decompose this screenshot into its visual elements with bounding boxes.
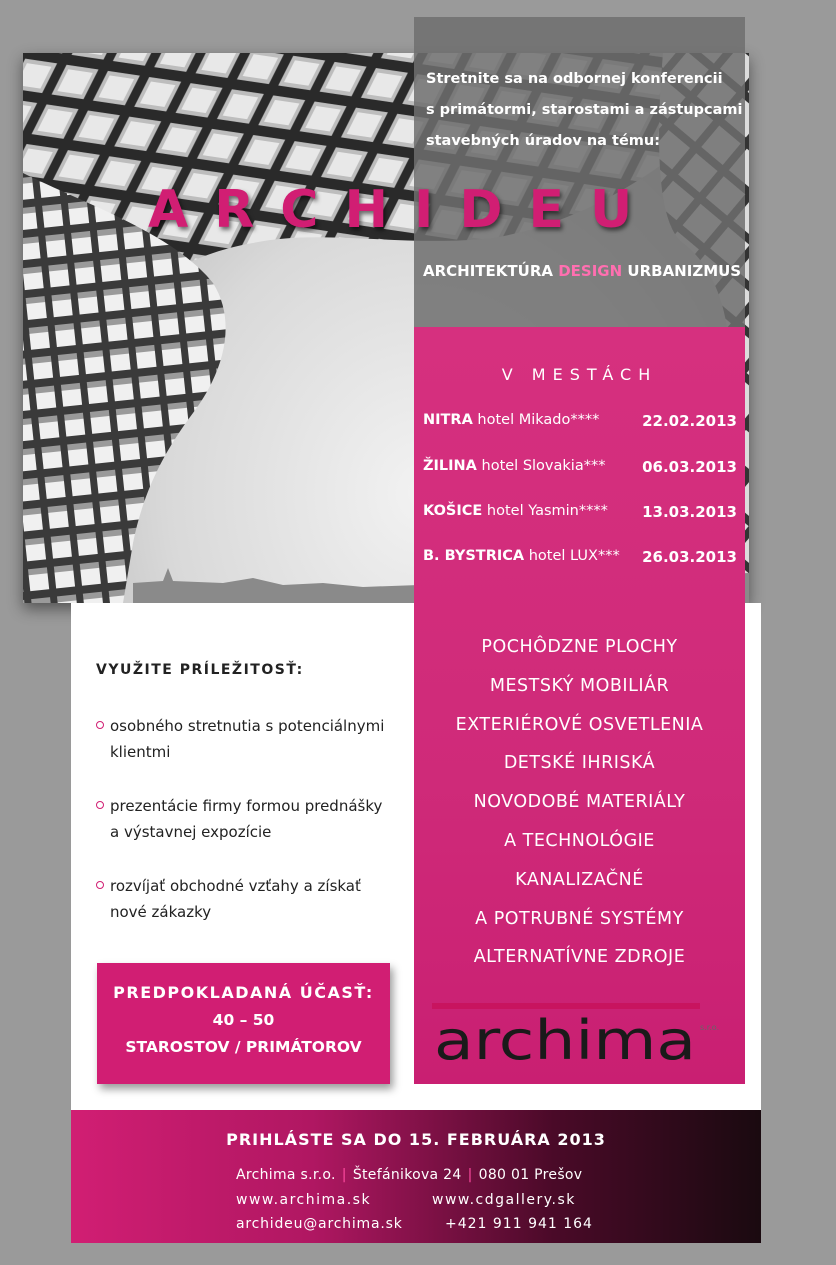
subtitle-urbanism: URBANIZMUS bbox=[627, 262, 742, 280]
company-name: Archima s.r.o. bbox=[236, 1167, 336, 1183]
event-title: ARCHIDEU bbox=[148, 180, 659, 240]
phone-number: +421 911 941 164 bbox=[445, 1216, 593, 1232]
intro-line: s primátormi, starostami a zástupcami bbox=[426, 102, 743, 118]
archima-logo bbox=[432, 1003, 700, 1069]
bullet-item bbox=[96, 873, 406, 925]
bullet-line: osobného stretnutia s potenciálnymi bbox=[110, 717, 385, 735]
topic-item: MESTSKÝ MOBILIÁR bbox=[489, 675, 670, 696]
website-link[interactable]: www.cdgallery.sk bbox=[432, 1192, 576, 1208]
website-link[interactable]: www.archima.sk bbox=[236, 1192, 372, 1208]
subtitle-design: DESIGN bbox=[558, 262, 623, 280]
bullet-line: rozvíjať obchodné vzťahy a získať bbox=[110, 877, 361, 895]
bullet-line: prezentácie firmy formou prednášky bbox=[110, 797, 383, 815]
city-date: 22.02.2013 bbox=[642, 412, 737, 430]
topic-item: NOVODOBÉ MATERIÁLY bbox=[473, 792, 686, 813]
attendance-who: STAROSTOV / PRIMÁTOROV bbox=[125, 1038, 362, 1056]
archima-logo-mark bbox=[432, 1003, 700, 1065]
attendance-range: 40 – 50 bbox=[212, 1011, 275, 1029]
bullet-line: klientmi bbox=[110, 743, 171, 761]
city-hotel: hotel LUX*** bbox=[528, 548, 620, 564]
topic-item: POCHÔDZNE PLOCHY bbox=[481, 637, 678, 657]
city-date: 26.03.2013 bbox=[642, 548, 737, 566]
topic-item: DETSKÉ IHRISKÁ bbox=[503, 753, 656, 774]
event-subtitle bbox=[423, 262, 741, 280]
topic-item: KANALIZAČNÉ bbox=[515, 869, 644, 890]
logo-wordmark: archima bbox=[434, 1009, 696, 1065]
city-date: 06.03.2013 bbox=[642, 458, 737, 476]
city-row-nitra bbox=[423, 412, 743, 428]
footer bbox=[71, 1110, 761, 1243]
intro-line: stavebných úradov na tému: bbox=[426, 133, 661, 149]
bullet-circle-icon bbox=[96, 721, 104, 729]
city-row-bbystrica bbox=[423, 548, 743, 564]
attendance-box bbox=[97, 963, 390, 1084]
registration-deadline: PRIHLÁSTE SA DO 15. FEBRUÁRA 2013 bbox=[226, 1130, 606, 1149]
topics-list bbox=[414, 628, 745, 977]
bullet-line: a výstavnej expozície bbox=[110, 823, 272, 841]
address-row bbox=[236, 1167, 582, 1183]
city-row-zilina bbox=[423, 458, 743, 474]
city-hotel: hotel Slovakia*** bbox=[481, 458, 606, 474]
city-name: KOŠICE bbox=[423, 503, 483, 519]
topic-item: ALTERNATÍVNE ZDROJE bbox=[473, 947, 686, 968]
bullet-circle-icon bbox=[96, 881, 104, 889]
topic-item: EXTERIÉROVÉ OSVETLENIA bbox=[455, 714, 704, 735]
cities-heading: V MESTÁCH bbox=[501, 365, 658, 384]
bullet-circle-icon bbox=[96, 801, 104, 809]
street: Štefánikova 24 bbox=[352, 1167, 462, 1183]
divider: | bbox=[467, 1167, 473, 1183]
city-name: NITRA bbox=[423, 412, 473, 428]
city-name: B. BYSTRICA bbox=[423, 548, 525, 564]
city-row-kosice bbox=[423, 503, 743, 519]
bullet-item bbox=[96, 793, 406, 845]
logo-suffix: s.r.o. bbox=[700, 1023, 720, 1032]
topic-item: A TECHNOLÓGIE bbox=[504, 830, 655, 851]
email-link[interactable]: archideu@archima.sk bbox=[236, 1216, 403, 1232]
opportunity-heading: VYUŽITE PRÍLEŽITOSŤ: bbox=[96, 662, 304, 678]
subtitle-architecture: ARCHITEKTÚRA bbox=[423, 262, 553, 280]
city: 080 01 Prešov bbox=[478, 1167, 583, 1183]
intro-text bbox=[426, 64, 744, 157]
city-name: ŽILINA bbox=[423, 458, 477, 474]
topic-item: A POTRUBNÉ SYSTÉMY bbox=[475, 908, 684, 929]
bullet-item bbox=[96, 713, 406, 765]
city-date: 13.03.2013 bbox=[642, 503, 737, 521]
bullet-line: nové zákazky bbox=[110, 903, 212, 921]
attendance-label: PREDPOKLADANÁ ÚČASŤ: bbox=[113, 983, 374, 1002]
city-hotel: hotel Mikado**** bbox=[477, 412, 600, 428]
city-hotel: hotel Yasmin**** bbox=[486, 503, 608, 519]
intro-line: Stretnite sa na odbornej konferencii bbox=[426, 71, 723, 87]
divider: | bbox=[341, 1167, 347, 1183]
